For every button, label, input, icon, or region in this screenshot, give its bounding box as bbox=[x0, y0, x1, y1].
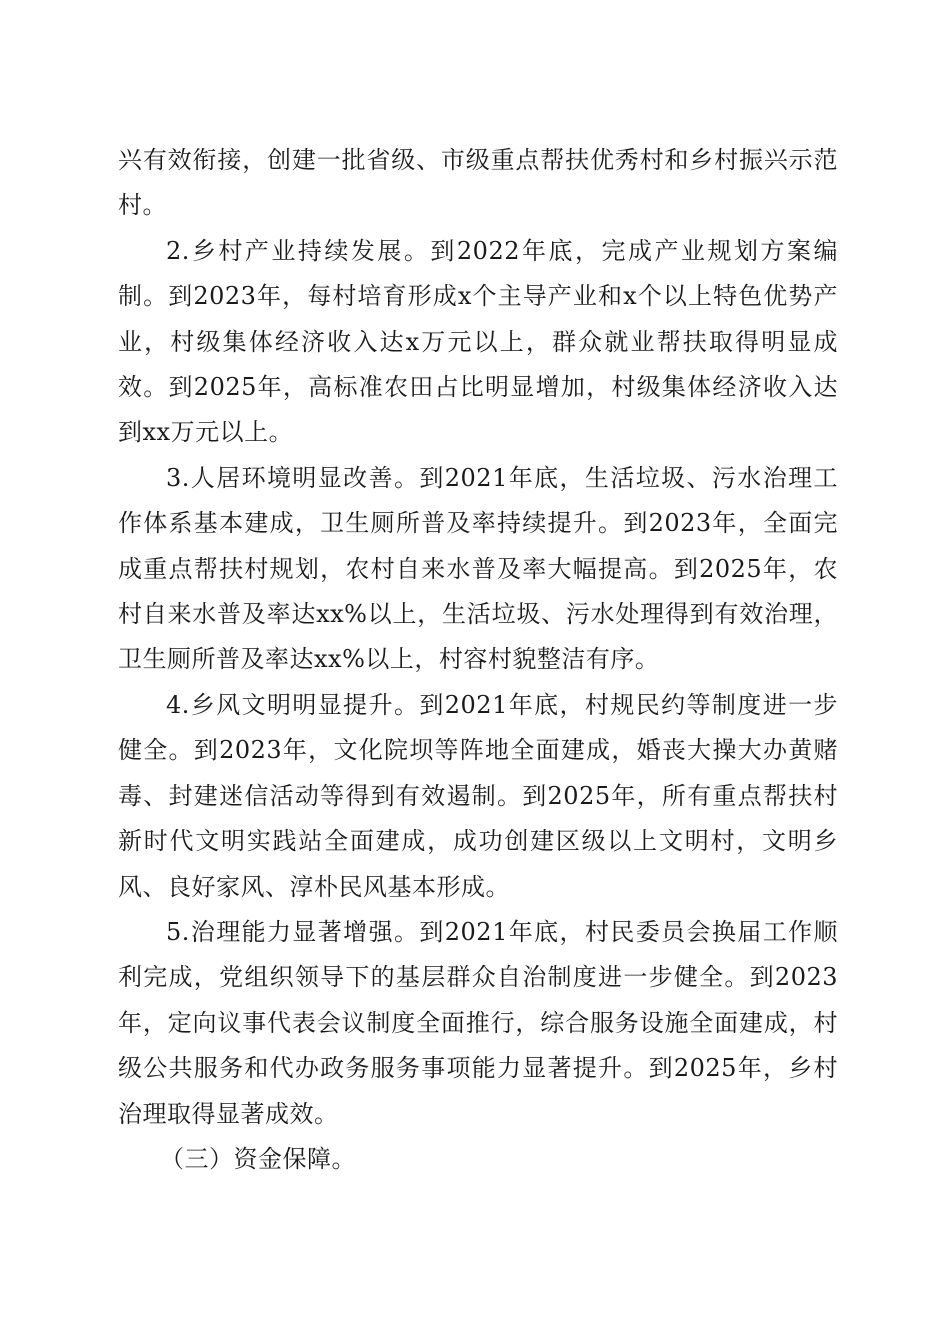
paragraph-living-environment: 3.人居环境明显改善。到2021年底，生活垃圾、污水治理工作体系基本建成，卫生厕所普及率持续提升。到2023年，全面完成重点帮扶村规划，农村自来水普及率大幅提高。到2025年，农村自来水普及率达xx%以上，生活垃圾、污水处理得到有效治理，卫生厕所普及率达xx%以上，村容村貌整洁有序。 bbox=[118, 463, 838, 674]
paragraph-continuation: 兴有效衔接，创建一批省级、市级重点帮扶优秀村和乡村振兴示范村。 bbox=[118, 146, 838, 220]
section-heading-funding: （三）资金保障。 bbox=[160, 1144, 356, 1173]
document-page bbox=[118, 138, 838, 1182]
paragraph-industry-development: 2.乡村产业持续发展。到2022年底，完成产业规划方案编制。到2023年，每村培育形成x个主导产业和x个以上特色优势产业，村级集体经济收入达x万元以上，群众就业帮扶取得明显成效。到2025年，高标准农田占比明显增加，村级集体经济收入达到xx万元以上。 bbox=[118, 236, 838, 447]
paragraph-governance: 5.治理能力显著增强。到2021年底，村民委员会换届工作顺利完成，党组织领导下的基层群众自治制度进一步健全。到2023年，定向议事代表会议制度全面推行，综合服务设施全面建成，村级公共服务和代办政务服务事项能力显著提升。到2025年，乡村治理取得显著成效。 bbox=[118, 917, 838, 1128]
paragraph-civilization: 4.乡风文明明显提升。到2021年底，村规民约等制度进一步健全。到2023年，文化院坝等阵地全面建成，婚丧大操大办黄赌毒、封建迷信活动等得到有效遏制。到2025年，所有重点帮扶村新时代文明实践站全面建成，成功创建区级以上文明村，文明乡风、良好家风、淳朴民风基本形成。 bbox=[118, 690, 838, 901]
